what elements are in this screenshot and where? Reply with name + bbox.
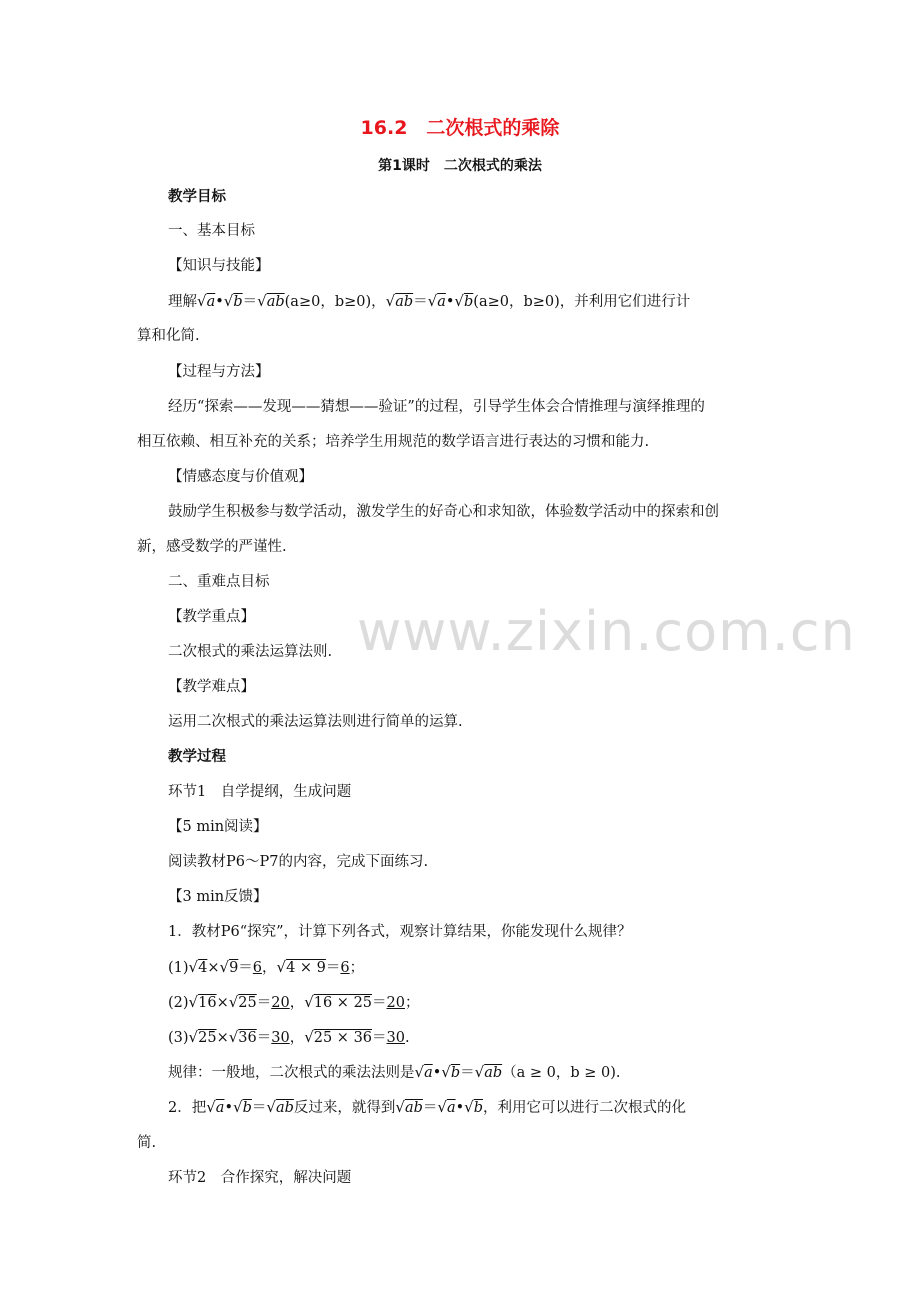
sqrt-symbol: √ — [441, 1063, 451, 1081]
sqrt-symbol: √ — [454, 292, 464, 310]
answer: 20 — [386, 995, 405, 1011]
sqrt-symbol: √ — [206, 1098, 216, 1116]
step-heading: 环节2 合作探究，解决问题 — [168, 1170, 352, 1186]
condition: (a≥0，b≥0)， — [284, 294, 386, 310]
radicand: b — [450, 1065, 461, 1081]
answer: 30 — [271, 1030, 290, 1046]
sqrt-symbol: √ — [395, 1098, 405, 1116]
heading-teaching-process: 教学过程 — [168, 749, 226, 765]
sqrt-symbol: √ — [437, 1098, 447, 1116]
sqrt-symbol: √ — [276, 958, 287, 976]
equals: ＝ — [256, 995, 272, 1011]
paragraph-line: 新，感受数学的严谨性. — [137, 539, 287, 555]
times: × — [207, 960, 220, 976]
paragraph-line: 简. — [137, 1135, 157, 1151]
radicand: 9 — [229, 960, 239, 976]
paragraph-line: 阅读教材P6～P7的内容，完成下面练习. — [168, 854, 429, 870]
sqrt-symbol: √ — [474, 1063, 485, 1081]
answer: 30 — [386, 1030, 405, 1046]
heading-key-goals: 二、重难点目标 — [168, 574, 270, 590]
radicand: b — [463, 294, 474, 310]
sqrt-symbol: √ — [385, 292, 396, 310]
sqrt-symbol: √ — [304, 1028, 314, 1046]
dot: • — [215, 294, 224, 310]
equals: ＝ — [372, 995, 387, 1011]
radicand: ab — [484, 1065, 503, 1081]
equals: ＝ — [251, 1100, 267, 1116]
equals: ＝ — [325, 960, 341, 976]
text: 反过来，就得到 — [293, 1100, 396, 1116]
equals: ＝ — [242, 294, 258, 310]
dot: • — [432, 1065, 442, 1081]
paragraph-line: 相互依赖、相互补充的关系；培养学生用规范的数学语言进行表达的习惯和能力. — [137, 434, 650, 450]
paragraph-line: 运用二次根式的乘法运算法则进行简单的运算. — [168, 714, 463, 730]
radicand: a — [215, 1100, 225, 1116]
text: 理解 — [168, 294, 197, 310]
radicand: ab — [404, 1100, 423, 1116]
heading-difficulty: 【教学难点】 — [168, 679, 255, 695]
paragraph-line: 算和化简. — [137, 328, 200, 344]
radicand: 25 — [238, 995, 257, 1011]
sqrt-symbol: √ — [266, 1098, 276, 1116]
page-title: 16.2 二次根式的乘除 — [360, 117, 560, 139]
label: (1) — [168, 960, 189, 976]
dot: • — [224, 1100, 234, 1116]
radicand: ab — [395, 294, 414, 310]
equals: ＝ — [372, 1030, 387, 1046]
paragraph-line: 二次根式的乘法运算法则. — [168, 644, 333, 660]
times: × — [216, 995, 229, 1011]
heading-teaching-goals: 教学目标 — [168, 189, 226, 205]
radicand: ab — [275, 1100, 294, 1116]
sqrt-symbol: √ — [233, 1098, 243, 1116]
sqrt-symbol: √ — [188, 958, 199, 976]
text: (a≥0，b≥0)，并利用它们进行计 — [473, 294, 691, 310]
sqrt-symbol: √ — [223, 292, 234, 310]
sqrt-symbol: √ — [257, 292, 267, 310]
radicand: b — [233, 294, 243, 310]
text: 规律：一般地，二次根式的乘法法则是 — [168, 1065, 415, 1081]
dot: • — [455, 1100, 465, 1116]
radicand: b — [242, 1100, 252, 1116]
heading-emotion: 【情感态度与价值观】 — [168, 469, 313, 485]
exercise-1 — [168, 957, 828, 978]
formula-line-1 — [168, 291, 828, 312]
period: . — [404, 1030, 410, 1046]
radicand: a — [424, 1065, 433, 1081]
step-heading: 环节1 自学提纲，生成问题 — [168, 784, 352, 800]
heading-reading: 【5 min阅读】 — [168, 819, 268, 835]
exercise-2 — [168, 992, 828, 1013]
equals: ＝ — [460, 1065, 475, 1081]
text: ，利用它可以进行二次根式的化 — [483, 1100, 687, 1116]
equals: ＝ — [238, 960, 253, 976]
radicand: 36 — [238, 1030, 257, 1046]
heading-process-method: 【过程与方法】 — [168, 364, 270, 380]
semicolon: ； — [404, 995, 420, 1011]
sqrt-symbol: √ — [427, 292, 438, 310]
radicand: ab — [266, 294, 285, 310]
heading-knowledge-skills: 【知识与技能】 — [168, 258, 270, 274]
sqrt-symbol: √ — [464, 1098, 474, 1116]
radicand: 4 — [198, 960, 208, 976]
sqrt-symbol: √ — [197, 292, 207, 310]
radicand: 25 × 36 — [313, 1030, 373, 1046]
comma: ， — [289, 995, 305, 1011]
equals: ＝ — [256, 1030, 272, 1046]
comma: ， — [289, 1030, 305, 1046]
sqrt-symbol: √ — [188, 993, 199, 1011]
paragraph-line: 鼓励学生积极参与数学活动，激发学生的好奇心和求知欲，体验数学活动中的探索和创 — [168, 504, 719, 520]
paragraph-line: 经历“探索——发现——猜想——验证”的过程，引导学生体会合情推理与演绎推理的 — [168, 399, 705, 415]
sqrt-symbol: √ — [304, 993, 314, 1011]
radicand: a — [206, 294, 216, 310]
dot: • — [445, 294, 455, 310]
heading-feedback: 【3 min反馈】 — [168, 889, 268, 905]
answer: 6 — [252, 960, 263, 976]
semicolon: ； — [349, 960, 365, 976]
lesson-subtitle: 第1课时 二次根式的乘法 — [378, 158, 542, 174]
heading-basic-goals: 一、基本目标 — [168, 223, 255, 239]
equals: ＝ — [413, 294, 428, 310]
question-1: 1．教材P6“探究”，计算下列各式，观察计算结果，你能发现什么规律？ — [168, 924, 632, 940]
sqrt-symbol: √ — [414, 1063, 425, 1081]
comma: ， — [262, 960, 277, 976]
heading-key-point: 【教学重点】 — [168, 609, 255, 625]
radicand: a — [437, 294, 446, 310]
sqrt-symbol: √ — [228, 993, 239, 1011]
radicand: 16 — [198, 995, 217, 1011]
text: （a ≥ 0，b ≥ 0). — [502, 1065, 621, 1081]
label: (3) — [168, 1030, 189, 1046]
rule-line — [168, 1062, 828, 1083]
radicand: b — [473, 1100, 484, 1116]
answer: 6 — [340, 960, 350, 976]
sqrt-symbol: √ — [228, 1028, 239, 1046]
answer: 20 — [271, 995, 290, 1011]
times: × — [216, 1030, 229, 1046]
text: 2．把 — [168, 1100, 207, 1116]
radicand: a — [446, 1100, 456, 1116]
radicand: 4 × 9 — [286, 960, 326, 976]
sqrt-symbol: √ — [188, 1028, 199, 1046]
sqrt-symbol: √ — [219, 958, 230, 976]
radicand: 25 — [198, 1030, 217, 1046]
exercise-3 — [168, 1027, 828, 1048]
equals: ＝ — [422, 1100, 438, 1116]
question-2 — [168, 1097, 828, 1118]
radicand: 16 × 25 — [313, 995, 373, 1011]
watermark: www.zixin.com.cn — [357, 600, 856, 663]
label: (2) — [168, 995, 189, 1011]
